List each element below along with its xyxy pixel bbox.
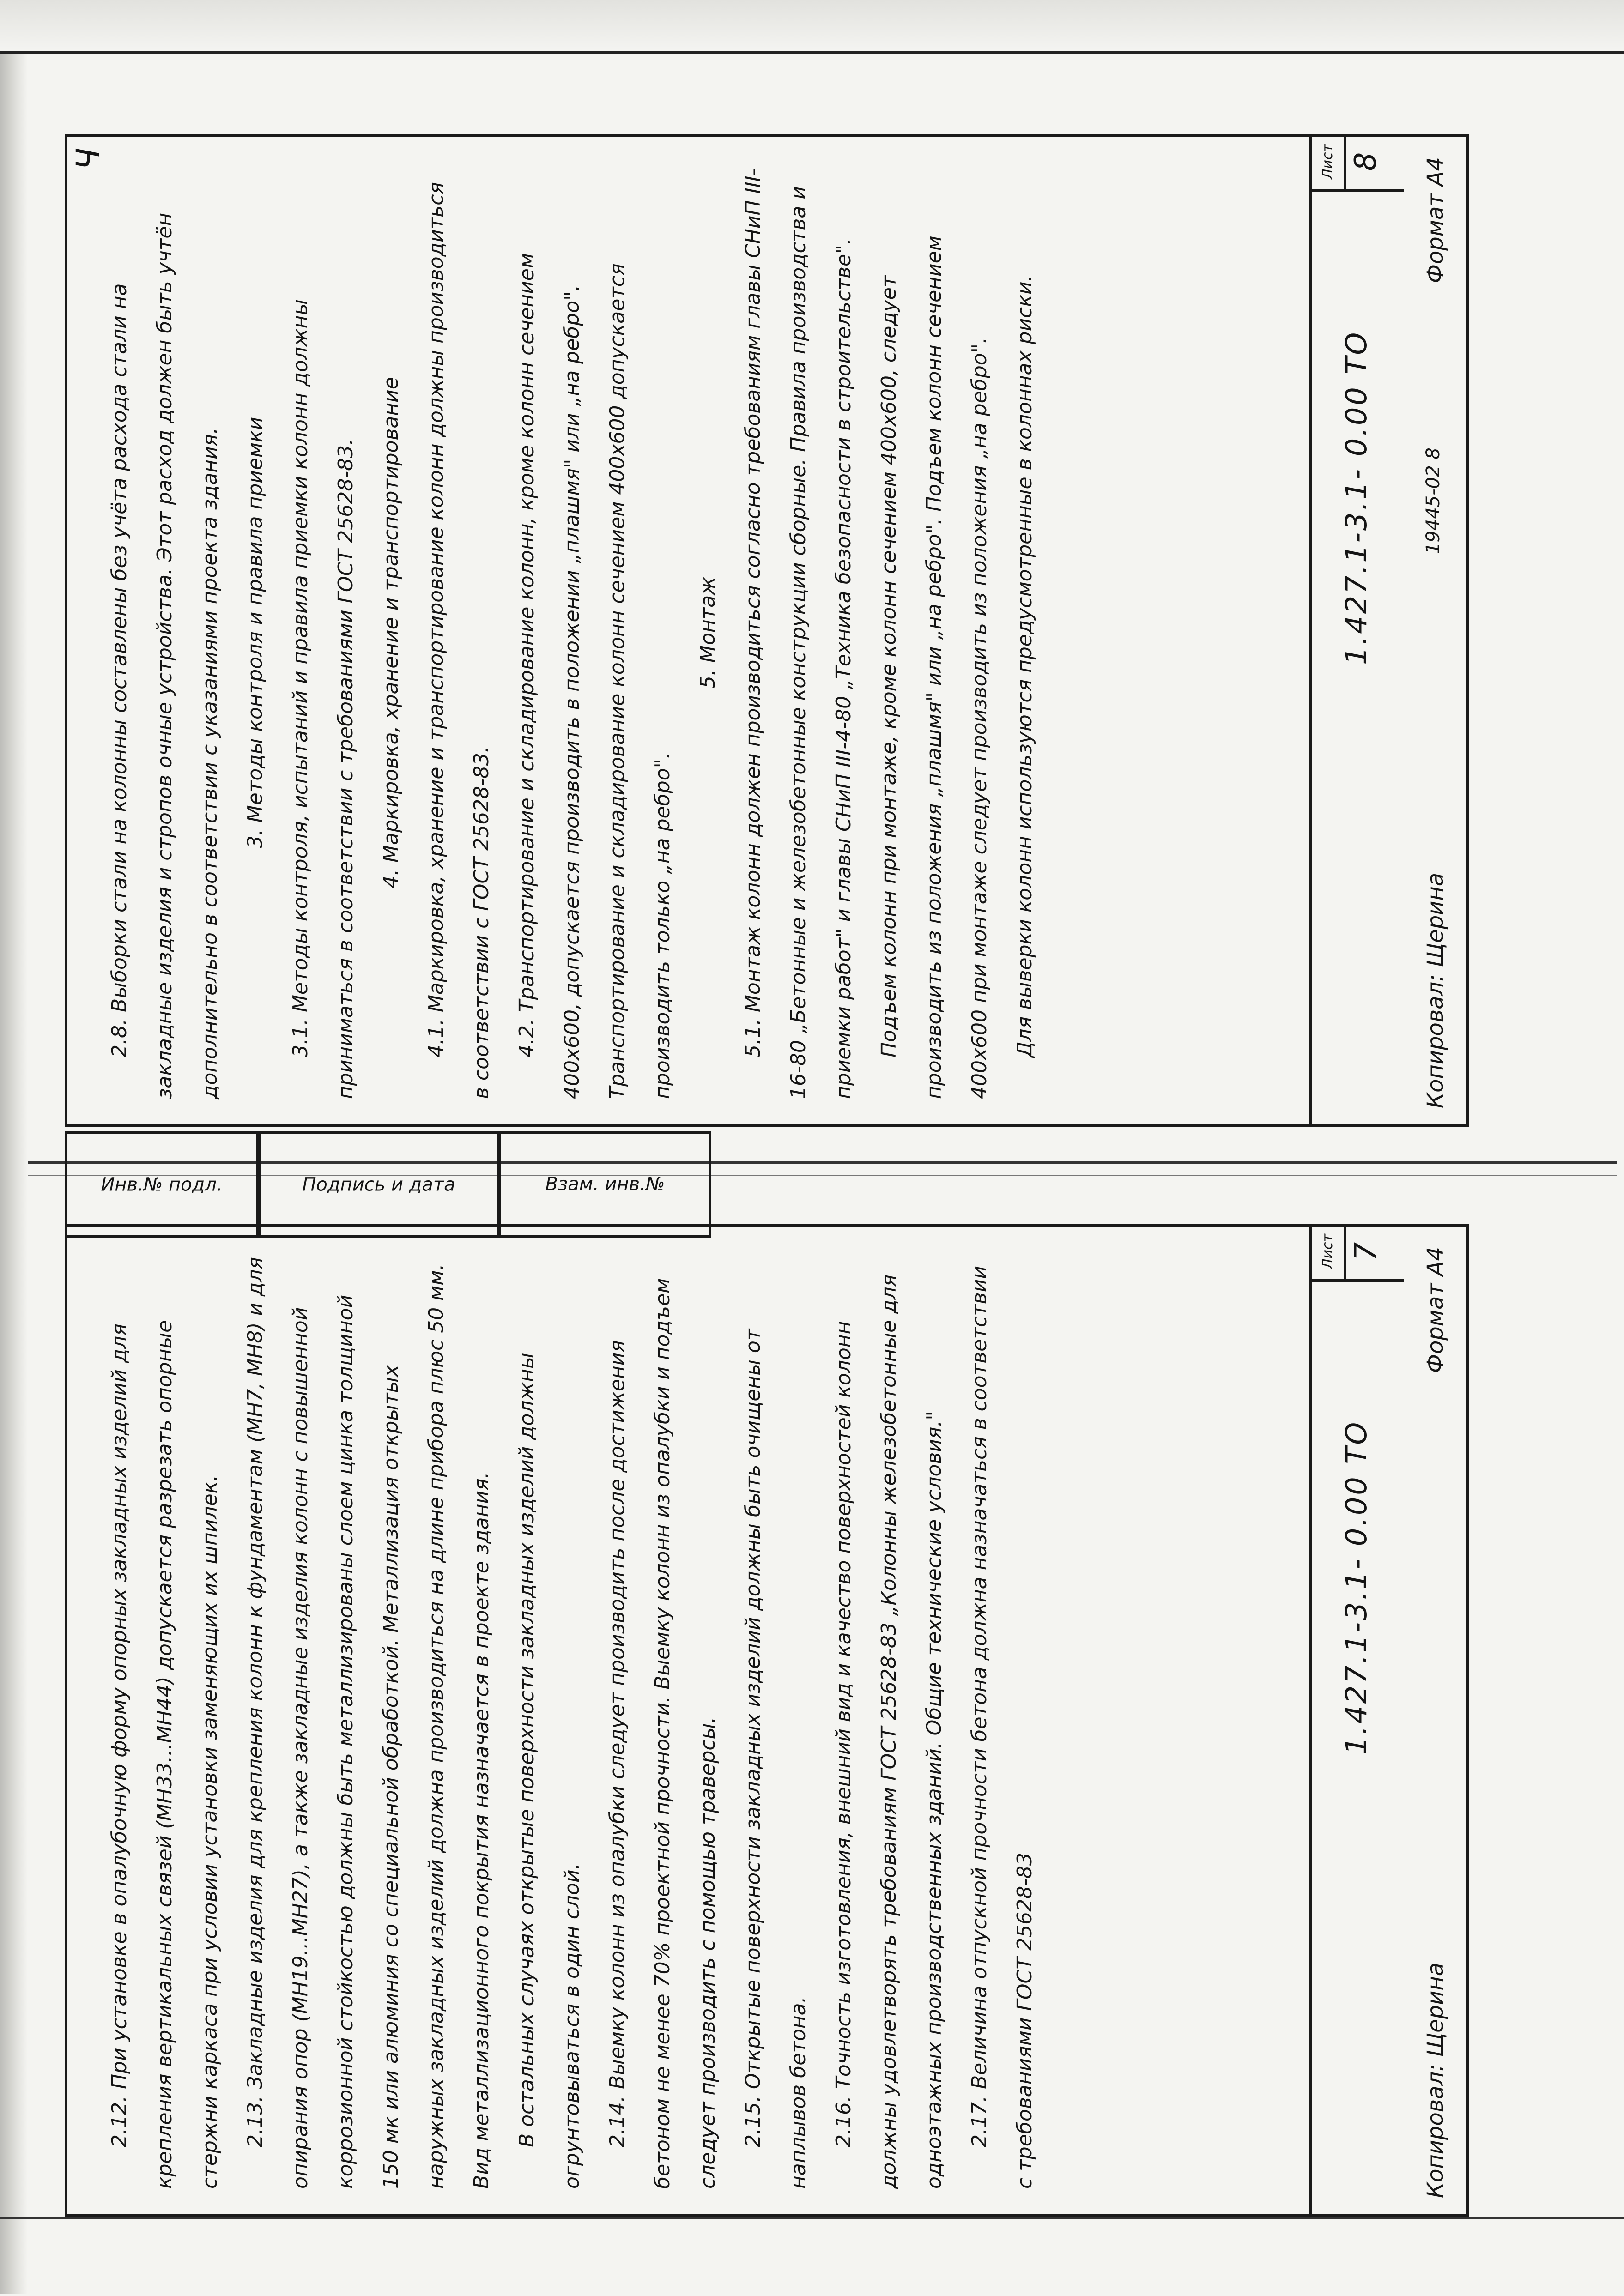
document-page-8 — [65, 134, 1469, 1195]
paragraph: Подъем колонн при монтаже, кроме колонн сечением 400х600, следует производить из положения „плашмя" или „на ребро". Подъем колонн сечением 400х600 при монтаже следует производить из положения „на ребро". — [877, 236, 991, 1099]
paragraph: 2.8. Выборки стали на колонны составлены без учёта расхода стали на закладные изделия и стропов очные устройства. Этот расход должен быть учтён дополнительно в соответствии с указаниями проекта здания. — [108, 212, 222, 1099]
page-body — [97, 166, 1298, 1099]
paragraph: 4.1. Маркировка, хранение и транспортирование колонн должны производиться в соответствии с ГОСТ 25628-83. — [424, 182, 493, 1099]
title-block — [1309, 134, 1404, 1127]
paper-format: Формат А4 — [1423, 157, 1448, 284]
sheet-number: 8 — [1349, 152, 1383, 171]
paragraph: 2.15. Открытые поверхности закладных изделий должны быть очищены от наплывов бетона. — [741, 1329, 810, 2189]
paragraph: 3.1. Методы контроля, испытаний и правила приемки колонн должны приниматься в соответствии с требованиями ГОСТ 25628-83. — [289, 299, 358, 1099]
section-heading: 3. Методы контроля и правила приемки — [243, 417, 267, 849]
stamp-column — [65, 1131, 711, 1238]
paragraph: 4.2. Транспортирование и складирование колонн, кроме колонн сечением 400х600, допускается производить в положении „плашмя" или „на ребро". Транспортирование и складирование колонн сечением 400х600 допускается производить только „на ребро". — [515, 253, 674, 1099]
title-block — [1309, 1224, 1404, 2217]
paper-format: Формат А4 — [1423, 1247, 1448, 1373]
page-body — [97, 1256, 1298, 2189]
sheet-number: 7 — [1349, 1242, 1383, 1261]
sheet-number-cell — [1312, 1224, 1404, 1282]
stamp-cell-replacement: Взам. инв.№ — [499, 1131, 711, 1238]
sheet-label: Лист — [1312, 1224, 1346, 1279]
paragraph: 2.14. Выемку колонн из опалубки следует производить после достижения бетоном не менее 70% проектной прочности. Выемку колонн из опалубки и подъем следует производить с помощью траверсы. — [606, 1278, 720, 2189]
paragraph: 2.12. При установке в опалубочную форму опорных закладных изделий для крепления вертикальных связей (МН33...МН44) допускается разрезать опорные стержни каркаса при условии установки заменяющих их шпилек. — [108, 1320, 222, 2189]
document-code: 1.427.1-3.1- 0.00 ТО — [1339, 1420, 1373, 1755]
archive-number: 19445-02 8 — [1423, 447, 1444, 554]
scan-edge-shadow — [0, 0, 28, 2294]
section-heading: 4. Маркировка, хранение и транспортирование — [379, 377, 403, 888]
page-footer — [1413, 1247, 1460, 2198]
sheet-number-cell — [1312, 134, 1404, 192]
copied-by: Копировал: Щерина — [1423, 1962, 1448, 2198]
paragraph: В остальных случаях открытые поверхности закладных изделий должны огрунтовываться в один слой. — [515, 1353, 584, 2189]
document-page-7 — [65, 1224, 1469, 2217]
sheet-label: Лист — [1312, 134, 1346, 189]
copied-by: Копировал: Щерина — [1423, 872, 1448, 1108]
paragraph: 5.1. Монтаж колонн должен производиться согласно требованиям главы СНиП III-16-80 „Бетонные и железобетонные конструкции сборные. Правила производства и приемки работ" и главы СНиП III-4-80 „Техника безопасности в строительстве". — [741, 168, 855, 1099]
paragraph: Для выверки колонн используются предусмотренные в колоннах риски. — [1013, 275, 1036, 1057]
page-footer — [1413, 157, 1460, 1108]
paragraph: 2.13. Закладные изделия для крепления колонн к фундаментам (МН7, МН8) и для опирания опор (МН19...МН27), а также закладные изделия колонн с повышенной коррозионной стойкостью должны быть металлизированы слоем цинка толщиной 150 мк или алюминия со специальной обработкой. Металлизация открытых наружных закладных изделий должна производиться на длине прибора плюс 50 мм. Вид металлизационного покрытия назначается в проекте здания. — [243, 1257, 493, 2189]
corner-mark: Ч — [69, 148, 107, 170]
scan-top-edge — [0, 0, 1624, 54]
paragraph: 2.17. Величина отпускной прочности бетона должна назначаться в соответствии с требованиями ГОСТ 25628-83 — [968, 1266, 1036, 2189]
stamp-cell-inventory: Инв.№ подл. — [65, 1131, 259, 1238]
scan-bottom-strip — [0, 2217, 1624, 2296]
document-code: 1.427.1-3.1- 0.00 ТО — [1339, 330, 1373, 665]
stamp-cell-signature: Подпись и дата — [259, 1131, 499, 1238]
paragraph: 2.16. Точность изготовления, внешний вид и качество поверхностей колонн должны удовлетворять требованиям ГОСТ 25628-83 „Колонны железобетонные для одноэтажных производственных зданий. Общие технические условия." — [832, 1274, 946, 2189]
section-heading: 5. Монтаж — [696, 577, 720, 689]
